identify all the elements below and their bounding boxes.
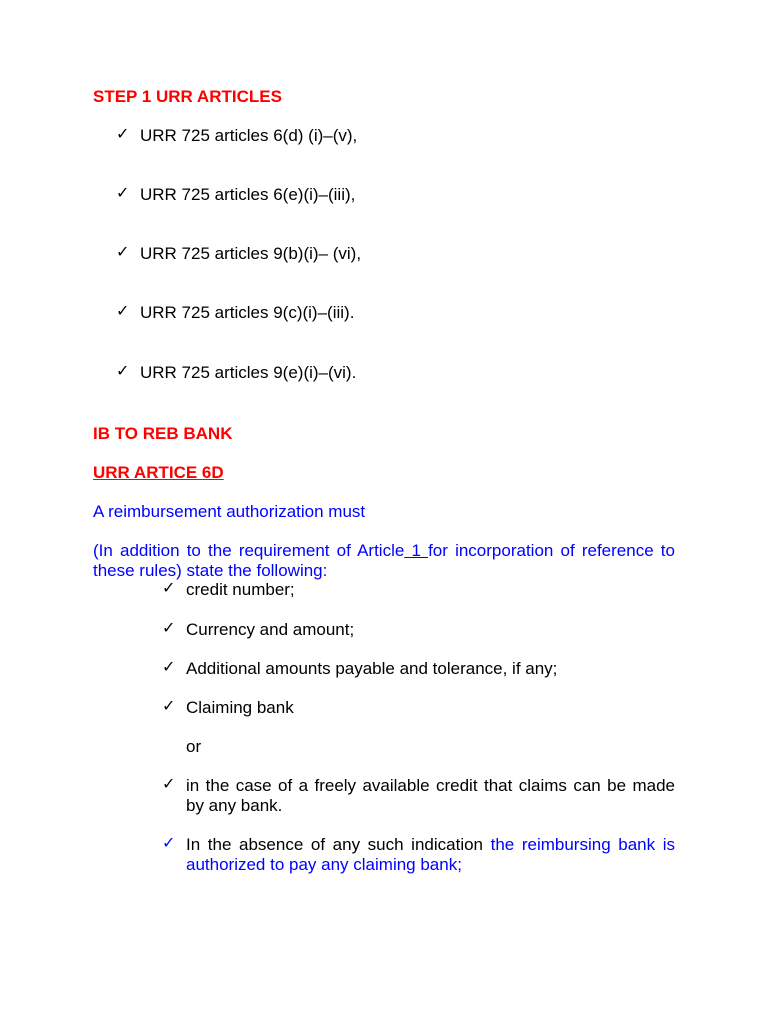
heading-ib-to-reb: IB TO REB BANK: [93, 424, 233, 443]
checkmark-icon: ✓: [116, 126, 130, 143]
checkmark-icon: ✓: [162, 698, 176, 715]
heading-step1: STEP 1 URR ARTICLES: [93, 87, 282, 106]
absence-text-highlight: the reimbursing bank is authorized to pay any claiming bank;: [186, 835, 675, 874]
step1-item: URR 725 articles 9(e)(i)–(vi).: [140, 363, 357, 382]
sub-item-absence: [186, 835, 675, 875]
step1-item: URR 725 articles 9(c)(i)–(iii).: [140, 303, 355, 322]
checkmark-icon: ✓: [116, 185, 130, 202]
sub-item: Claiming bank: [186, 698, 294, 717]
checkmark-icon: ✓: [162, 580, 176, 597]
sub-item: Currency and amount;: [186, 620, 355, 639]
checkmark-icon: ✓: [162, 776, 176, 793]
paragraph-addition-end: for incorporation of reference to these rules) state the following:: [93, 541, 675, 580]
article-link[interactable]: 1: [404, 541, 429, 560]
sub-item: Additional amounts payable and tolerance, if any;: [186, 659, 558, 678]
sub-item: credit number;: [186, 580, 295, 599]
paragraph-addition-start: (In addition to the requirement of Article: [93, 541, 405, 560]
sub-item-freely-available: in the case of a freely available credit that claims can be made by any bank.: [186, 776, 675, 815]
or-text: or: [186, 737, 202, 756]
checkmark-icon: ✓: [116, 363, 130, 380]
step1-item: URR 725 articles 9(b)(i)– (vi),: [140, 244, 362, 263]
absence-text: In the absence of any such indication: [186, 835, 491, 854]
step1-item: URR 725 articles 6(e)(i)–(iii),: [140, 185, 356, 204]
checkmark-icon: ✓: [162, 659, 176, 676]
checkmark-icon: ✓: [162, 620, 176, 637]
paragraph-addition: [93, 541, 675, 581]
heading-urr-article-6d: URR ARTICE 6D: [93, 463, 224, 482]
step1-item: URR 725 articles 6(d) (i)–(v),: [140, 126, 358, 145]
checkmark-icon: ✓: [116, 303, 130, 320]
checkmark-icon: ✓: [116, 244, 130, 261]
paragraph-reimbursement: A reimbursement authorization must: [93, 502, 366, 521]
checkmark-icon: ✓: [162, 835, 176, 852]
